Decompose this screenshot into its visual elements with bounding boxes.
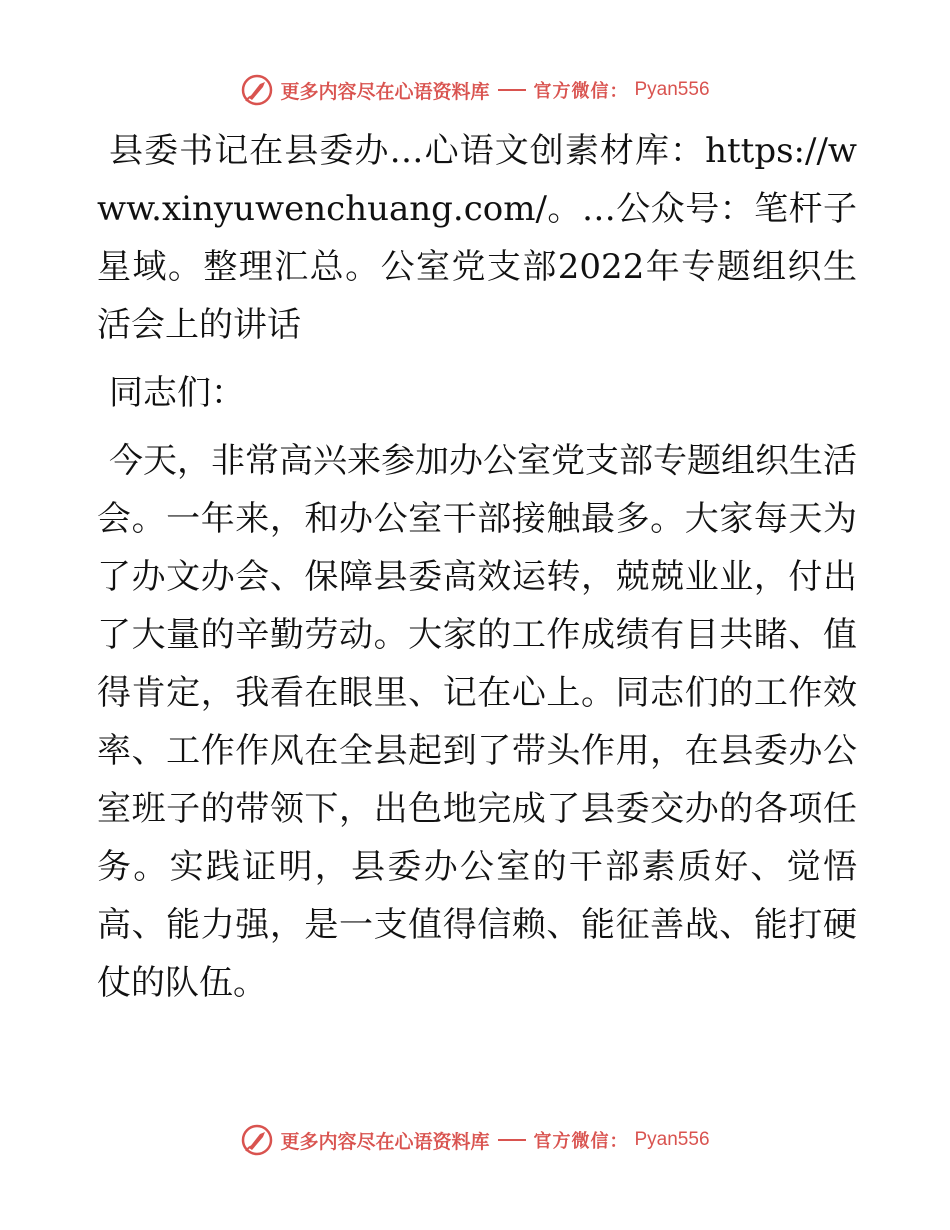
- wechat-label: 官方微信：: [533, 1131, 629, 1152]
- document-title-paragraph: 县委书记在县委办…心语文创素材库：https://www.xinyuwenchuang.com/。…公众号：笔杆子星域。整理汇总。公室党支部2022年专题组织生活会上的讲话: [97, 131, 857, 345]
- wechat-id: Pyan556: [634, 1129, 710, 1150]
- wechat-label: 官方微信：: [533, 81, 629, 102]
- header-watermark-banner: [0, 70, 950, 110]
- separator-dash: [498, 89, 526, 91]
- separator-dash: [498, 1139, 526, 1141]
- pen-nib-circle-logo-icon: [240, 1123, 274, 1157]
- promo-text: 更多内容尽在心语资料库: [280, 80, 490, 103]
- body-paragraph: 今天，非常高兴来参加办公室党支部专题组织生活会。一年来，和办公室干部接触最多。大家每天为了办文办会、保障县委高效运转，兢兢业业，付出了大量的辛勤劳动。大家的工作成绩有目共睹、值得肯定，我看在眼里、记在心上。同志们的工作效率、工作作风在全县起到了带头作用，在县委办公室班子的带领下，出色地完成了县委交办的各项任务。实践证明，县委办公室的干部素质好、觉悟高、能力强，是一支值得信赖、能征善战、能打硬仗的队伍。: [97, 441, 857, 1003]
- wechat-id: Pyan556: [634, 79, 710, 100]
- salutation-paragraph: 同志们：: [109, 373, 245, 413]
- document-body: [97, 122, 857, 1022]
- footer-watermark-banner: [0, 1120, 950, 1160]
- pen-nib-circle-logo-icon: [240, 73, 274, 107]
- promo-text: 更多内容尽在心语资料库: [280, 1130, 490, 1153]
